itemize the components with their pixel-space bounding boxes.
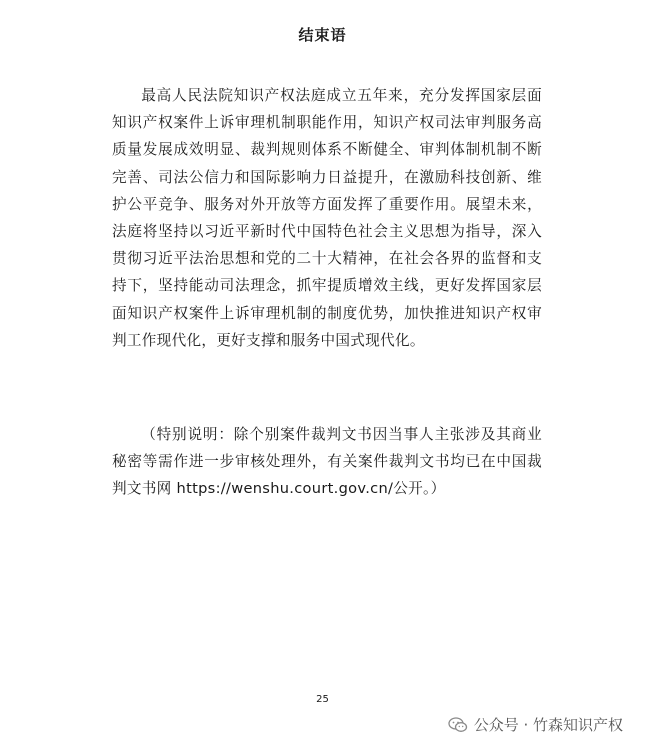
watermark-text: 公众号 · 竹森知识产权 [473,716,623,734]
page-title: 结束语 [298,26,347,44]
body-paragraph-conclusion: 最高人民法院知识产权法庭成立五年来，充分发挥国家层面知识产权案件上诉审理机制职能作用，知识产权司法审判服务高质量发展成效明显、裁判规则体系不断健全、审判体制机制不断完善、司法公信力和国际影响力日益提升，在激励科技创新、维护公平竞争、服务对外开放等方面发挥了重要作用。展望未来，法庭将坚持以习近平新时代中国特色社会主义思想为指导，深入贯彻习近平法治思想和党的二十大精神，在社会各界的监督和支持下，坚持能动司法理念，抓牢提质增效主线，更好发挥国家层面知识产权案件上诉审理机制的制度优势，加快推进知识产权审判工作现代化，更好支撑和服务中国式现代化。 [112,87,542,349]
wechat-watermark [448,714,623,735]
wechat-icon [448,717,468,733]
body-paragraph-special-note: （特别说明：除个别案件裁判文书因当事人主张涉及其商业秘密等需作进一步审核处理外，有关案件裁判文书均已在中国裁判文书网 https://wenshu.court.gov.cn/公开。） [112,426,542,498]
page-number: 25 [316,694,329,705]
